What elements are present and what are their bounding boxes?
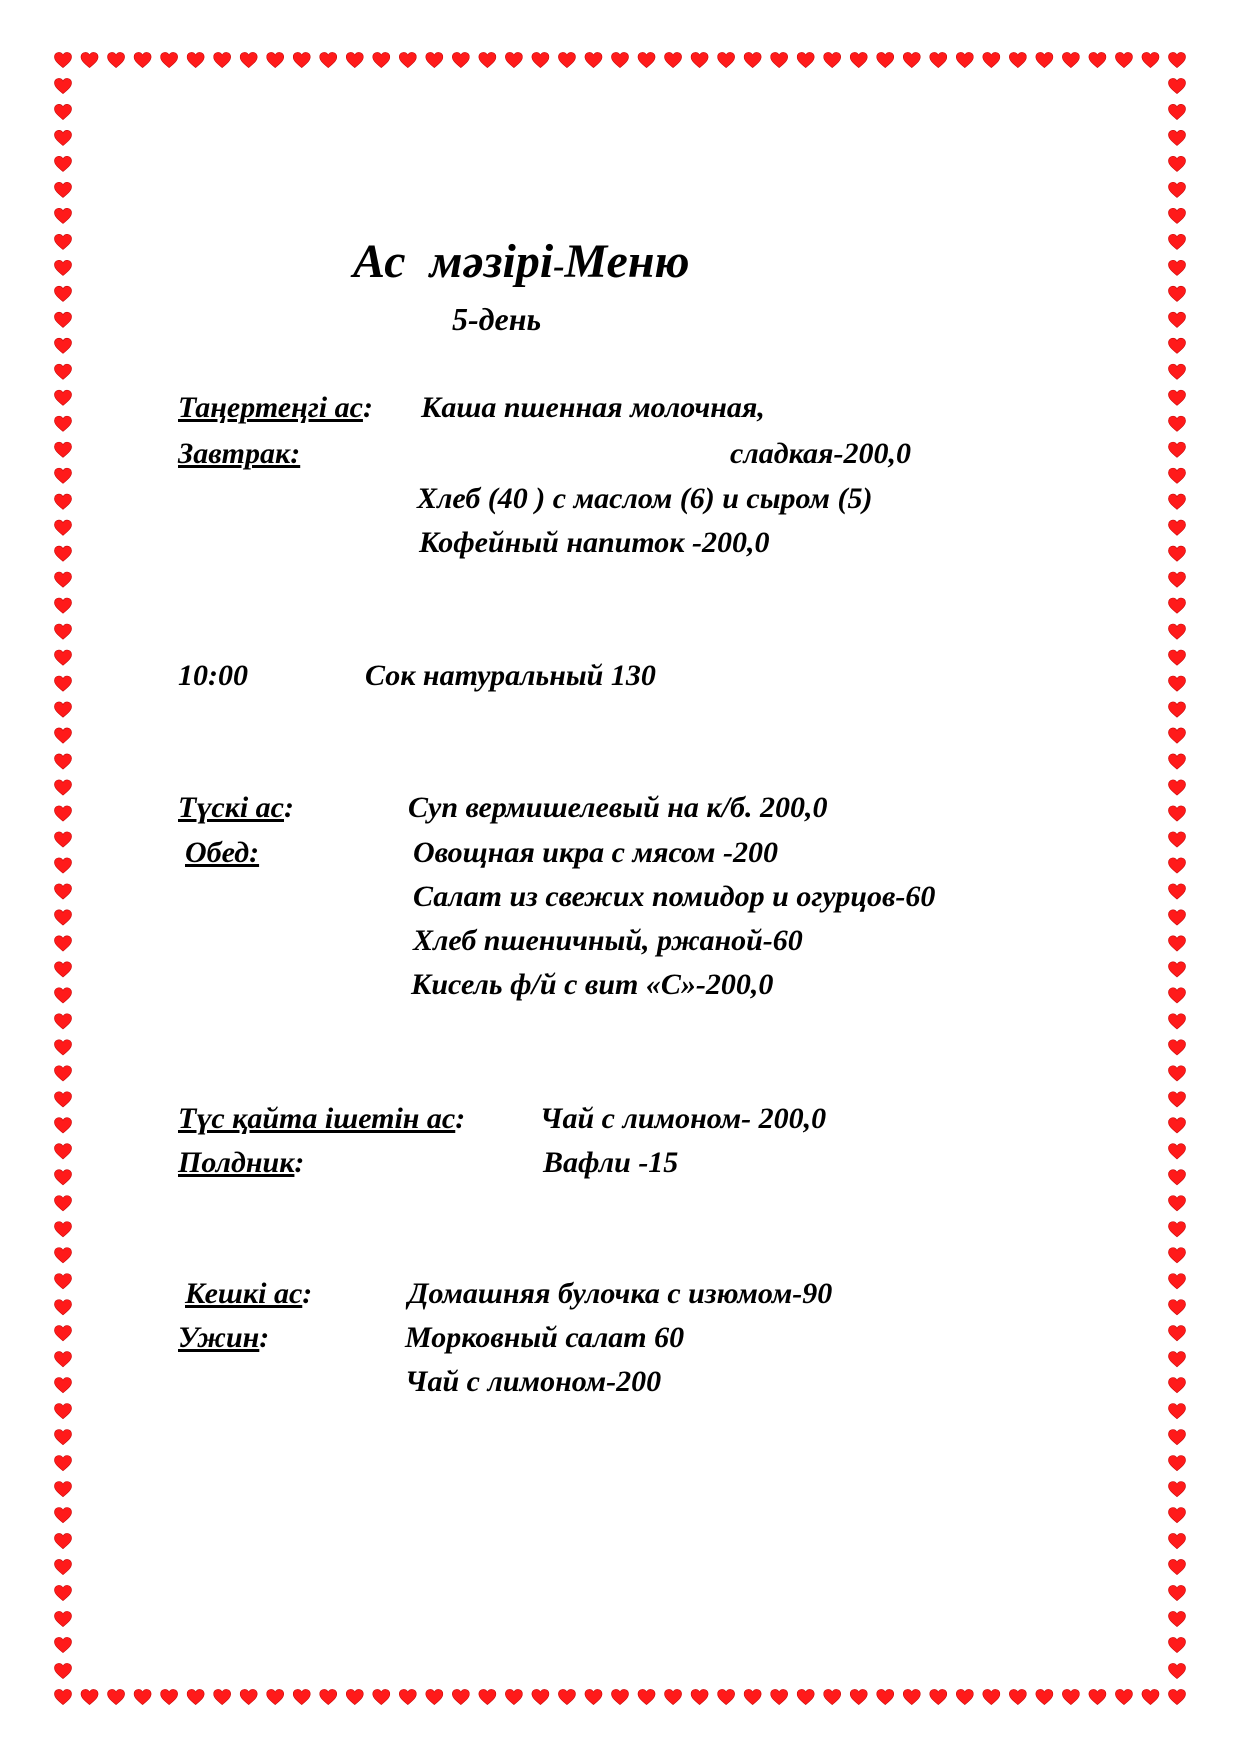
heart-icon xyxy=(240,1689,257,1704)
heart-icon xyxy=(54,780,71,795)
heart-icon xyxy=(54,1611,71,1626)
heart-icon xyxy=(54,1170,71,1185)
heart-icon xyxy=(54,1559,71,1574)
heart-icon xyxy=(54,1248,71,1263)
title-kk2: мәзірі xyxy=(429,235,554,288)
heart-icon xyxy=(54,1455,71,1470)
heart-icon xyxy=(54,546,71,561)
heart-icon xyxy=(54,1637,71,1652)
heart-icon xyxy=(1168,260,1185,275)
heart-icon xyxy=(107,1689,124,1704)
heart-icon xyxy=(187,1689,204,1704)
heart-icon xyxy=(558,1689,575,1704)
heart-icon xyxy=(1115,52,1132,67)
afternoon-item: Вафли -15 xyxy=(543,1146,679,1179)
heart-icon xyxy=(54,1014,71,1029)
heart-icon xyxy=(1168,312,1185,327)
heart-icon xyxy=(1168,520,1185,535)
breakfast-item: Хлеб (40 ) с маслом (6) и сыром (5) xyxy=(417,482,873,515)
heart-icon xyxy=(1009,52,1026,67)
dinner-label-kk-text: Кешкі ас xyxy=(185,1277,303,1310)
heart-icon xyxy=(1168,962,1185,977)
heart-icon xyxy=(54,1040,71,1055)
heart-icon xyxy=(1142,1689,1159,1704)
heart-icon xyxy=(320,1689,337,1704)
heart-icon xyxy=(54,572,71,587)
heart-icon xyxy=(1168,208,1185,223)
heart-icon xyxy=(54,884,71,899)
heart-icon xyxy=(1168,1040,1185,1055)
heart-icon xyxy=(54,832,71,847)
heart-icon xyxy=(1168,1066,1185,1081)
heart-icon xyxy=(54,1481,71,1496)
heart-icon xyxy=(214,52,231,67)
heart-icon xyxy=(54,1274,71,1289)
heart-icon xyxy=(161,52,178,67)
heart-icon xyxy=(54,208,71,223)
afternoon-label-colon: : xyxy=(455,1102,466,1135)
heart-icon xyxy=(1089,52,1106,67)
lunch-label-ru: Обед: xyxy=(185,836,260,869)
lunch-item: Хлеб пшеничный, ржаной-60 xyxy=(413,924,803,957)
heart-icon xyxy=(1168,884,1185,899)
heart-icon xyxy=(797,1689,814,1704)
heart-icon xyxy=(214,1689,231,1704)
heart-icon xyxy=(1168,1637,1185,1652)
heart-icon xyxy=(1168,286,1185,301)
heart-icon xyxy=(373,52,390,67)
heart-icon xyxy=(1115,1689,1132,1704)
afternoon-label-ru xyxy=(178,1148,304,1178)
heart-icon xyxy=(1036,1689,1053,1704)
heart-icon xyxy=(611,1689,628,1704)
heart-icon xyxy=(1168,156,1185,171)
heart-icon xyxy=(81,52,98,67)
heart-icon xyxy=(771,52,788,67)
title-separator: - xyxy=(553,248,565,285)
heart-icon xyxy=(1168,780,1185,795)
heart-icon xyxy=(346,1689,363,1704)
heart-icon xyxy=(956,1689,973,1704)
afternoon-label-ru-colon: : xyxy=(294,1146,305,1179)
heart-icon xyxy=(1168,416,1185,431)
heart-icon xyxy=(107,52,124,67)
heart-icon xyxy=(1168,1481,1185,1496)
heart-icon xyxy=(426,1689,443,1704)
heart-icon xyxy=(691,52,708,67)
heart-icon xyxy=(54,1118,71,1133)
heart-icon xyxy=(54,936,71,951)
heart-icon xyxy=(1168,1404,1185,1419)
heart-icon xyxy=(54,520,71,535)
afternoon-item: Чай с лимоном- 200,0 xyxy=(540,1102,827,1135)
dinner-item: Домашняя булочка с изюмом-90 xyxy=(408,1277,833,1310)
heart-icon xyxy=(54,1092,71,1107)
snack-time: 10:00 xyxy=(178,659,248,692)
heart-icon xyxy=(718,1689,735,1704)
heart-icon xyxy=(267,1689,284,1704)
heart-icon xyxy=(1168,650,1185,665)
heart-icon xyxy=(903,52,920,67)
heart-icon xyxy=(54,754,71,769)
heart-icon xyxy=(54,624,71,639)
lunch-item: Кисель ф/й с вит «С»-200,0 xyxy=(411,968,774,1001)
heart-icon xyxy=(1062,1689,1079,1704)
heart-icon xyxy=(54,1222,71,1237)
heart-icon xyxy=(983,1689,1000,1704)
breakfast-label-colon: : xyxy=(362,391,373,424)
heart-icon xyxy=(1168,806,1185,821)
heart-icon xyxy=(1168,858,1185,873)
breakfast-label-ru: Завтрак: xyxy=(178,437,301,470)
heart-icon xyxy=(54,130,71,145)
heart-icon xyxy=(1168,676,1185,691)
page-title xyxy=(353,235,690,288)
dinner-label-colon: : xyxy=(302,1277,313,1310)
heart-icon xyxy=(1168,1118,1185,1133)
heart-icon xyxy=(1168,494,1185,509)
heart-icon xyxy=(373,1689,390,1704)
lunch-item: Салат из свежих помидор и огурцов-60 xyxy=(413,880,936,913)
heart-icon xyxy=(54,260,71,275)
heart-icon xyxy=(1168,1611,1185,1626)
heart-icon xyxy=(585,52,602,67)
heart-icon xyxy=(54,286,71,301)
heart-icon xyxy=(187,52,204,67)
heart-icon xyxy=(1168,1014,1185,1029)
heart-icon xyxy=(54,494,71,509)
heart-icon xyxy=(54,234,71,249)
heart-icon xyxy=(1168,1092,1185,1107)
heart-icon xyxy=(505,52,522,67)
heart-icon xyxy=(1168,1144,1185,1159)
breakfast-label-kk xyxy=(178,393,373,423)
dinner-label-ru xyxy=(178,1323,269,1353)
heart-icon xyxy=(134,52,151,67)
heart-icon xyxy=(877,52,894,67)
heart-icon xyxy=(1168,1222,1185,1237)
heart-icon xyxy=(54,78,71,93)
heart-icon xyxy=(1036,52,1053,67)
heart-icon xyxy=(479,1689,496,1704)
heart-icon xyxy=(1168,832,1185,847)
heart-icon xyxy=(81,1689,98,1704)
heart-icon xyxy=(638,1689,655,1704)
heart-icon xyxy=(983,52,1000,67)
heart-icon xyxy=(54,962,71,977)
heart-icon xyxy=(664,1689,681,1704)
heart-icon xyxy=(54,338,71,353)
heart-icon xyxy=(1168,598,1185,613)
heart-icon xyxy=(54,1507,71,1522)
heart-icon xyxy=(1168,182,1185,197)
heart-icon xyxy=(426,52,443,67)
heart-icon xyxy=(1168,754,1185,769)
heart-icon xyxy=(240,52,257,67)
heart-icon xyxy=(54,1196,71,1211)
heart-icon xyxy=(1168,1430,1185,1445)
afternoon-label-kk xyxy=(178,1104,465,1134)
heart-icon xyxy=(54,156,71,171)
heart-icon xyxy=(161,1689,178,1704)
heart-icon xyxy=(1168,1533,1185,1548)
heart-icon xyxy=(54,182,71,197)
heart-icon xyxy=(1089,1689,1106,1704)
heart-icon xyxy=(54,1585,71,1600)
heart-icon xyxy=(532,52,549,67)
heart-icon xyxy=(664,52,681,67)
heart-icon xyxy=(1168,1559,1185,1574)
heart-icon xyxy=(54,806,71,821)
heart-icon xyxy=(824,1689,841,1704)
heart-icon xyxy=(1168,1455,1185,1470)
heart-icon xyxy=(1168,52,1185,67)
heart-icon xyxy=(930,1689,947,1704)
heart-icon xyxy=(1168,1196,1185,1211)
snack-item: Сок натуральный 130 xyxy=(365,659,656,692)
heart-icon xyxy=(718,52,735,67)
heart-icon xyxy=(1168,702,1185,717)
heart-icon xyxy=(1168,1378,1185,1393)
heart-icon xyxy=(134,1689,151,1704)
heart-icon xyxy=(850,52,867,67)
heart-icon xyxy=(1168,1326,1185,1341)
heart-icon xyxy=(558,52,575,67)
heart-icon xyxy=(320,52,337,67)
heart-icon xyxy=(877,1689,894,1704)
heart-icon xyxy=(54,858,71,873)
heart-icon xyxy=(1168,364,1185,379)
heart-icon xyxy=(54,416,71,431)
lunch-label-kk-text: Түскі ас xyxy=(178,791,284,824)
lunch-item: Овощная икра с мясом -200 xyxy=(413,836,778,869)
heart-icon xyxy=(54,1300,71,1315)
heart-icon xyxy=(1168,936,1185,951)
heart-icon xyxy=(691,1689,708,1704)
breakfast-item: сладкая-200,0 xyxy=(730,437,911,470)
heart-icon xyxy=(54,1352,71,1367)
heart-icon xyxy=(930,52,947,67)
heart-icon xyxy=(1168,1248,1185,1263)
lunch-label-colon: : xyxy=(284,791,294,824)
heart-icon xyxy=(903,1689,920,1704)
heart-icon xyxy=(956,52,973,67)
heart-icon xyxy=(1168,1663,1185,1678)
heart-icon xyxy=(452,1689,469,1704)
afternoon-label-kk-text: Түс қайта ішетін ас xyxy=(178,1102,456,1135)
heart-icon xyxy=(1168,572,1185,587)
heart-icon xyxy=(54,1326,71,1341)
heart-icon xyxy=(479,52,496,67)
heart-icon xyxy=(54,1066,71,1081)
heart-icon xyxy=(54,1689,71,1704)
heart-icon xyxy=(824,52,841,67)
heart-icon xyxy=(54,676,71,691)
dinner-item: Морковный салат 60 xyxy=(405,1321,685,1354)
heart-icon xyxy=(54,1533,71,1548)
heart-icon xyxy=(1168,338,1185,353)
heart-icon xyxy=(1168,910,1185,925)
heart-icon xyxy=(638,52,655,67)
heart-icon xyxy=(1168,1507,1185,1522)
title-ru: Меню xyxy=(564,235,690,288)
heart-icon xyxy=(54,52,71,67)
heart-icon xyxy=(1168,104,1185,119)
heart-icon xyxy=(54,390,71,405)
heart-icon xyxy=(54,702,71,717)
lunch-label-kk xyxy=(178,793,294,823)
heart-icon xyxy=(771,1689,788,1704)
heart-icon xyxy=(744,52,761,67)
heart-icon xyxy=(585,1689,602,1704)
breakfast-item: Кофейный напиток -200,0 xyxy=(419,526,770,559)
breakfast-label-kk-text: Таңертеңгі ас xyxy=(178,391,363,424)
heart-icon xyxy=(54,728,71,743)
dinner-label-ru-text: Ужин xyxy=(178,1321,260,1354)
heart-icon xyxy=(611,52,628,67)
heart-icon xyxy=(505,1689,522,1704)
heart-icon xyxy=(54,1378,71,1393)
heart-icon xyxy=(850,1689,867,1704)
heart-icon xyxy=(1168,442,1185,457)
heart-icon xyxy=(54,104,71,119)
heart-icon xyxy=(54,598,71,613)
afternoon-label-ru-text: Полдник xyxy=(178,1146,295,1179)
breakfast-item: Каша пшенная молочная, xyxy=(421,391,765,424)
heart-icon xyxy=(1168,1274,1185,1289)
page-subtitle: 5-день xyxy=(452,301,542,337)
title-kk: Ас xyxy=(353,235,406,288)
heart-icon xyxy=(293,52,310,67)
heart-icon xyxy=(54,312,71,327)
heart-icon xyxy=(399,1689,416,1704)
heart-icon xyxy=(399,52,416,67)
dinner-label-kk xyxy=(185,1279,312,1309)
heart-icon xyxy=(54,650,71,665)
heart-icon xyxy=(293,1689,310,1704)
dinner-item: Чай с лимоном-200 xyxy=(405,1365,662,1398)
heart-icon xyxy=(1168,468,1185,483)
heart-icon xyxy=(1168,234,1185,249)
heart-icon xyxy=(1168,624,1185,639)
heart-icon xyxy=(744,1689,761,1704)
heart-icon xyxy=(1142,52,1159,67)
heart-icon xyxy=(54,1430,71,1445)
heart-icon xyxy=(346,52,363,67)
heart-icon xyxy=(1168,1689,1185,1704)
heart-icon xyxy=(1009,1689,1026,1704)
dinner-label-ru-colon: : xyxy=(259,1321,270,1354)
heart-icon xyxy=(1168,130,1185,145)
heart-icon xyxy=(1168,546,1185,561)
heart-icon xyxy=(1168,1170,1185,1185)
heart-icon xyxy=(267,52,284,67)
heart-icon xyxy=(1168,1352,1185,1367)
heart-icon xyxy=(54,442,71,457)
heart-icon xyxy=(54,1663,71,1678)
heart-icon xyxy=(1062,52,1079,67)
heart-icon xyxy=(797,52,814,67)
heart-icon xyxy=(452,52,469,67)
lunch-item: Суп вермишелевый на к/б. 200,0 xyxy=(408,791,828,824)
heart-icon xyxy=(1168,988,1185,1003)
heart-icon xyxy=(1168,78,1185,93)
heart-icon xyxy=(54,364,71,379)
heart-icon xyxy=(1168,728,1185,743)
heart-icon xyxy=(54,1144,71,1159)
heart-icon xyxy=(1168,1300,1185,1315)
heart-icon xyxy=(1168,390,1185,405)
heart-icon xyxy=(54,988,71,1003)
heart-icon xyxy=(54,1404,71,1419)
heart-icon xyxy=(1168,1585,1185,1600)
heart-icon xyxy=(54,910,71,925)
heart-icon xyxy=(532,1689,549,1704)
heart-icon xyxy=(54,468,71,483)
